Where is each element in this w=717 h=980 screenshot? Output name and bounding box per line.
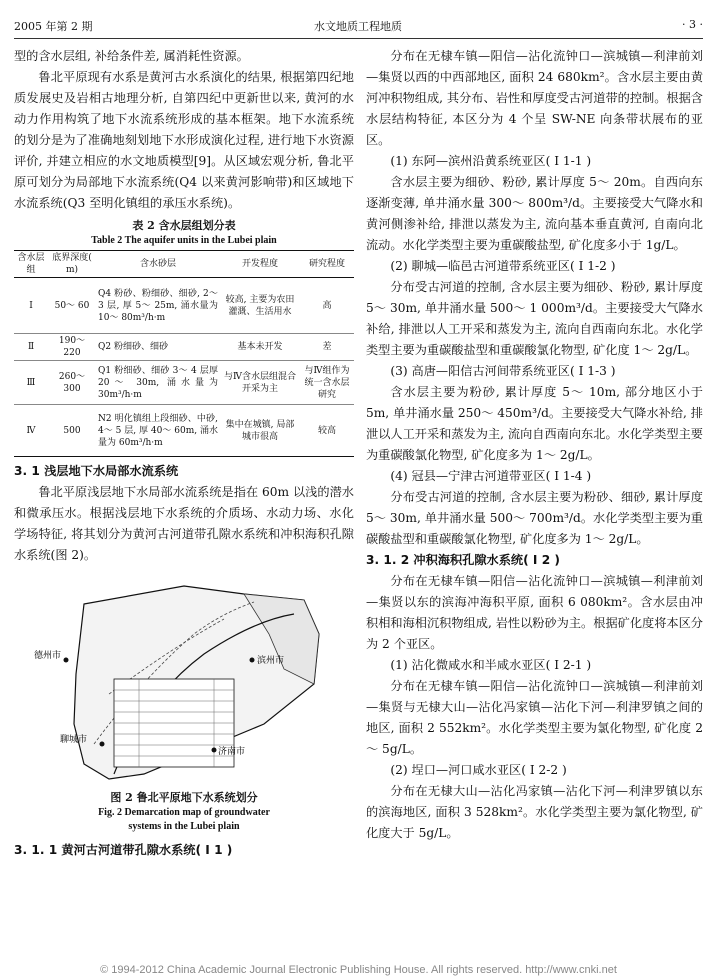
- section-heading: 3. 1 浅层地下水局部水流系统: [14, 464, 179, 478]
- table-row: [14, 334, 354, 361]
- section-heading: 3. 1. 2 冲积海积孔隙水系统( Ⅰ 2 ): [366, 553, 561, 567]
- map-label-liaocheng: 聊城市: [60, 735, 88, 745]
- city-marker: [212, 748, 217, 753]
- aquifer-table: [14, 250, 354, 457]
- subsection-title: (2) 埕口—河口咸水亚区( Ⅰ 2-2 ): [390, 763, 567, 777]
- table-row: [14, 361, 354, 405]
- table-cell: 基本未开发: [220, 334, 300, 361]
- map-label-binzhou: 滨州市: [257, 656, 285, 666]
- header-rule: [14, 38, 703, 39]
- subsection-title: (1) 东阿—滨州沿黄系统亚区( Ⅰ 1-1 ): [390, 154, 592, 168]
- map-label-dezhou: 德州市: [34, 651, 62, 661]
- paragraph: 分布受古河道的控制, 含水层主要为粉砂、细砂, 累计厚度 5～ 30m, 单井涌水量 500～ 700m³/d。水化学类型主要为重碳酸盐型和重碳酸氯化物型, 矿化度多为 1～ 2g/L。: [366, 490, 703, 546]
- subsection-title: (1) 沾化微咸水和半咸水亚区( Ⅰ 2-1 ): [390, 658, 592, 672]
- table-cell: 集中在城镇, 局部城市很高: [220, 405, 300, 457]
- table-header: 开发程度: [220, 251, 300, 278]
- table-cell: 高: [300, 278, 354, 334]
- city-marker: [64, 658, 69, 663]
- section-heading: 3. 1. 1 黄河古河道带孔隙水系统( Ⅰ 1 ): [14, 843, 233, 857]
- subsection-title: (3) 高唐—阳信古河间带系统亚区( Ⅰ 1-3 ): [390, 364, 616, 378]
- copyright-footer: © 1994-2012 China Academic Journal Electronic Publishing House. All rights reserved. http://www.cnki.net: [100, 964, 617, 976]
- groundwater-system-map: [14, 574, 354, 784]
- figure-caption-en: Fig. 2 Demarcation map of groundwater: [98, 807, 270, 818]
- table-cell: Ⅰ: [14, 278, 48, 334]
- figure-caption: 图 2 鲁北平原地下水系统划分: [110, 791, 258, 804]
- table-row: [14, 278, 354, 334]
- paragraph: 鲁北平原浅层地下水局部水流系统是指在 60m 以浅的潜水和微承压水。根据浅层地下水系统的介质场、水动力场、水化学场特征, 将其划分为黄河古河道带孔隙水系统和冲积海积孔隙水系统(图 2)。: [14, 485, 354, 562]
- map-label-jinan: 济南市: [218, 747, 246, 757]
- page-number: · 3 ·: [682, 18, 703, 31]
- table-cell: Ⅲ: [14, 361, 48, 405]
- table-header: 含水层组: [14, 251, 48, 278]
- journal-title: 水文地质工程地质: [314, 20, 402, 33]
- table-cell: 190～ 220: [48, 334, 96, 361]
- left-column: [14, 46, 354, 861]
- figure-caption-en: systems in the Lubei plain: [128, 821, 240, 832]
- table-caption: 表 2 含水层组划分表: [132, 219, 236, 232]
- paragraph: 分布在无棣车镇—阳信—沾化流钟口—滨城镇—利津前刘—集贤以西的中西部地区, 面积 24 680km²。含水层主要由黄河冲积物组成, 其分布、岩性和厚度受古河道带的控制。根据含水层结构特征, 本区分为 4 个呈 SW-NE 向条带状展布的亚区。: [366, 49, 703, 147]
- paragraph: 含水层主要为粉砂, 累计厚度 5～ 10m, 部分地区小于 5m, 单井涌水量 250～ 450m³/d。主要接受大气降水补给, 排泄以人工开采和蒸发为主, 流向自西南向东北。水化学类型主要为重碳酸氯化物型, 矿化度多为 1～ 2g/L。: [366, 385, 703, 462]
- table-cell: 与Ⅳ组作为统一含水层研究: [300, 361, 354, 405]
- table-cell: 260～ 300: [48, 361, 96, 405]
- table-cell: 500: [48, 405, 96, 457]
- journal-issue: 2005 年第 2 期: [14, 20, 93, 33]
- paragraph: 分布在无棣车镇—阳信—沾化流钟口—滨城镇—利津前刘—集贤以东的滨海冲海积平原, 面积 6 080km²。含水层由冲积相和海相沉积物组成, 岩性以粉砂为主。根据矿化度将本区分为 2 个亚区。: [366, 574, 703, 651]
- table-row: [14, 405, 354, 457]
- table-cell: Ⅳ: [14, 405, 48, 457]
- paragraph: 鲁北平原现有水系是黄河古水系演化的结果, 根据第四纪地质发展史及岩相古地理分析, 自第四纪中更新世以来, 黄河的水动力作用构筑了地下水流系统形成的基本框架。地下水流系统的划分是为了准确地刻划地下水形成演化过程, 进行地下水资源评价, 并建立相应的水文地质模型[9]。从区域宏观分析, 鲁北平原可划分为局部地下水流系统(Q4 以来黄河影响带)和区域地下水流系统(Q3 至明化镇组的承压水系统)。: [14, 70, 354, 210]
- table-cell: 与Ⅳ含水层组混合开采为主: [220, 361, 300, 405]
- paragraph: 分布在无棣车镇—阳信—沾化流钟口—滨城镇—利津前刘—集贤与无棣大山—沾化冯家镇—沾化下河—利津罗镇之间的地区, 面积 2 552km²。水化学类型主要为氯化物型, 矿化度 2～ 5g/L。: [366, 679, 703, 756]
- table-cell: 较高, 主要为农田灌溉、生活用水: [220, 278, 300, 334]
- table-cell: 差: [300, 334, 354, 361]
- table-cell: Q2 粉细砂、细砂: [96, 334, 220, 361]
- subsection-title: (2) 聊城—临邑古河道带系统亚区( Ⅰ 1-2 ): [390, 259, 616, 273]
- table-cell: 较高: [300, 405, 354, 457]
- city-marker: [100, 742, 105, 747]
- table-cell: Ⅱ: [14, 334, 48, 361]
- paragraph: 分布受古河道的控制, 含水层主要为细砂、粉砂, 累计厚度 5～ 30m, 单井涌水量 500～ 1 000m³/d。主要接受大气降水补给, 排泄以人工开采和蒸发为主, 流向自西南向东北。水化学类型主要为重碳酸盐型和重碳酸氯化物型, 矿化度 1～ 2g/L。: [366, 280, 703, 357]
- table-header: 含水砂层: [96, 251, 220, 278]
- table-header: 底界深度( m): [48, 251, 96, 278]
- table-cell: Q1 粉细砂、细砂 3～ 4 层厚 20～ 30m, 涌水量为 30m³/h·m: [96, 361, 220, 405]
- right-column: [366, 46, 703, 844]
- table-cell: 50～ 60: [48, 278, 96, 334]
- table-caption-en: Table 2 The aquifer units in the Lubei plain: [91, 235, 277, 246]
- city-marker: [250, 658, 255, 663]
- paragraph: 含水层主要为细砂、粉砂, 累计厚度 5～ 20m。自西向东逐渐变薄, 单井涌水量 300～ 800m³/d。主要接受大气降水和黄河侧渗补给, 排泄以蒸发为主, 流向基本垂直黄河, 自南向北流动。水化学类型主要为重碳酸盐型, 矿化度多小于 1g/L。: [366, 175, 703, 252]
- table-header: 研究程度: [300, 251, 354, 278]
- table-cell: N2 明化镇组上段细砂、中砂, 4～ 5 层, 厚 40～ 60m, 涌水量为 60m³/h·m: [96, 405, 220, 457]
- table-cell: Q4 粉砂、粉细砂、细砂, 2～ 3 层, 厚 5～ 25m, 涌水量为 10～ 80m³/h·m: [96, 278, 220, 334]
- page-header: [14, 18, 703, 36]
- subsection-title: (4) 冠县—宁津古河道带亚区( Ⅰ 1-4 ): [390, 469, 592, 483]
- paragraph: 分布在无棣大山—沾化冯家镇—沾化下河—利津罗镇以东的滨海地区, 面积 3 528km²。水化学类型主要为氯化物型, 矿化度大于 5g/L。: [366, 784, 703, 840]
- paragraph: 型的含水层组, 补给条件差, 属消耗性资源。: [14, 49, 249, 63]
